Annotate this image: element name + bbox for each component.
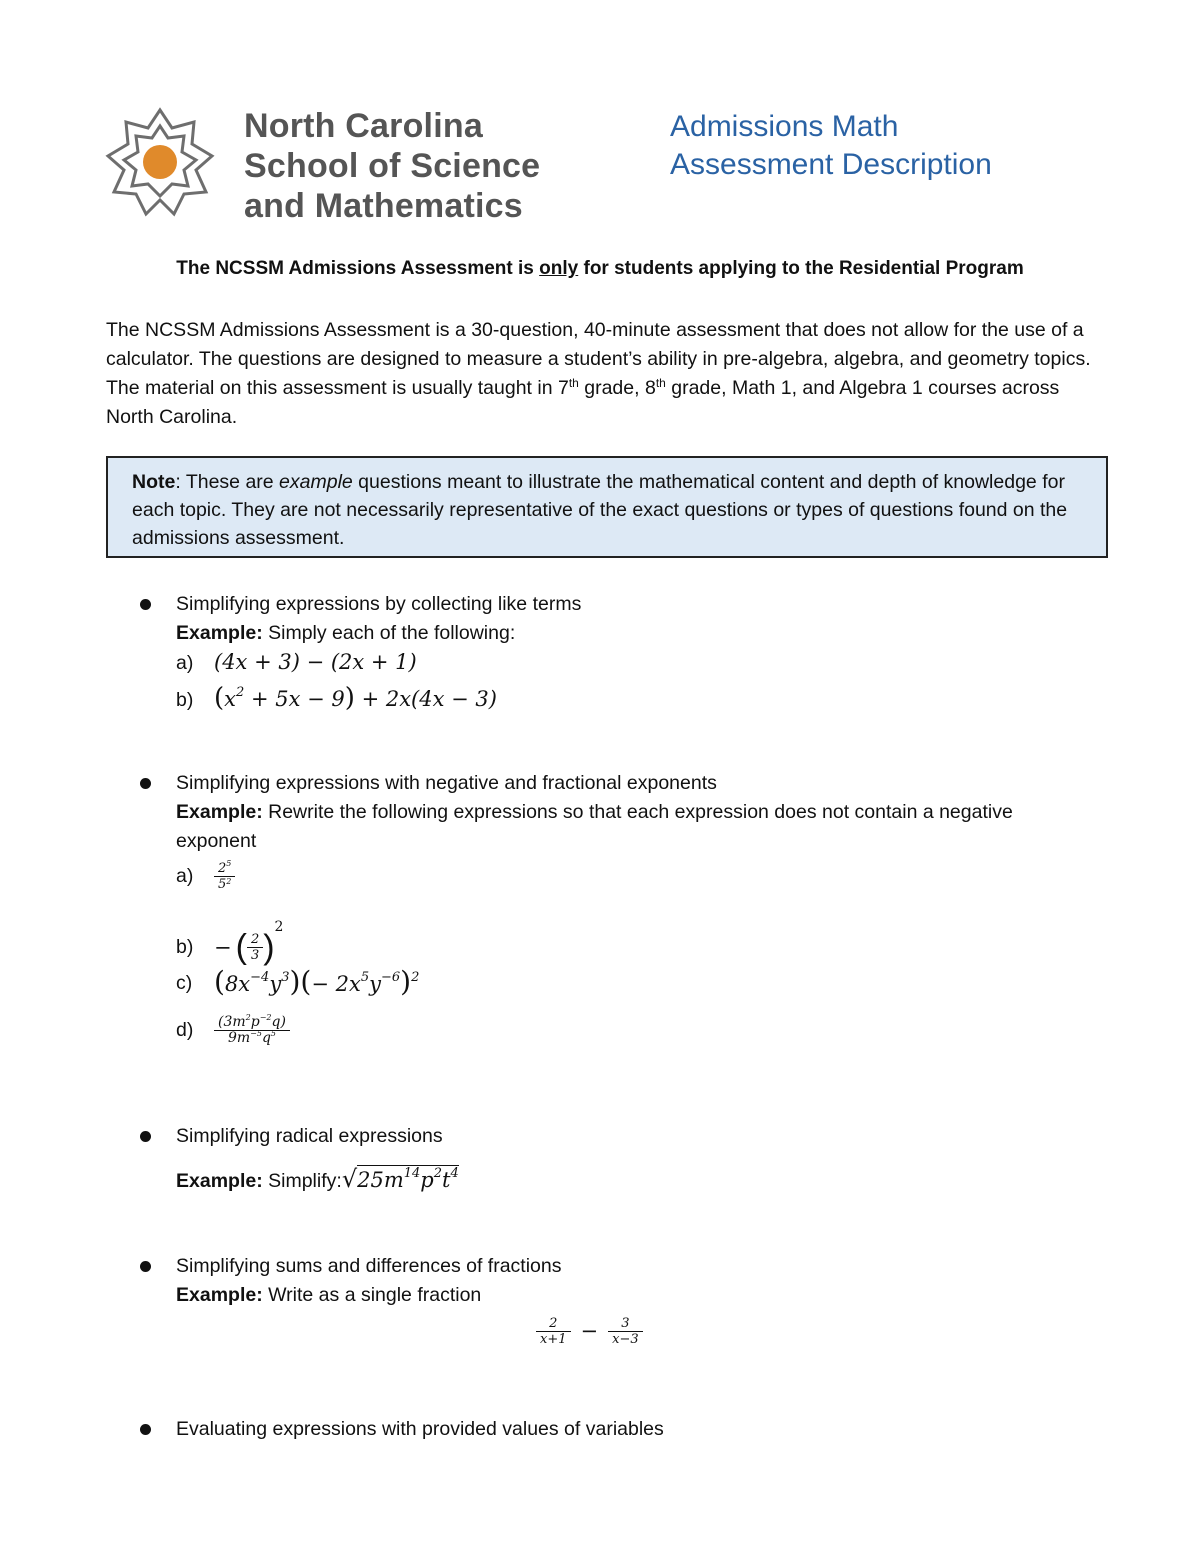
note-label: Note [132,471,176,493]
math-fraction: $\frac{3}{x-3}$ [608,1316,643,1347]
example-item-b: b) $(x^2 + 5x - 9) + 2x(4x - 3)$ [176,683,497,713]
document-title-line1: Admissions Math [670,110,899,143]
math-expression: $(8x^{-4}y^3)(- 2x^5y^{-6})^2$ [214,965,420,998]
school-name-line1: North Carolina [244,107,483,145]
math-expression: $(x^2 + 5x - 9) + 2x(4x - 3)$ [214,683,497,713]
topic-title: Simplifying radical expressions [176,1125,443,1147]
radical-expression: $√25m^{14}p^2t^4$ [341,1165,459,1193]
headline-emphasis: only [539,258,579,279]
example-item-a: a) (4x + 3) − (2x + 1) [176,650,417,674]
topic-title: Simplifying expressions by collecting like terms [176,593,582,615]
example-item-b: b) − ( $\frac{2}{3}$ )$^2$ [176,919,284,967]
bullet-icon [140,1261,151,1272]
bullet-icon [140,1424,151,1435]
math-fraction: $\frac{2}{x+1}$ [536,1316,571,1347]
headline: The NCSSM Admissions Assessment is only for students applying to the Residential Program [176,258,1024,279]
example-line: Example: Simply each of the following: [176,622,516,644]
example-line: Example: Rewrite the following expressions so that each expression does not contain a negative exponent [176,801,1013,852]
example-line: Example: Write as a single fraction [176,1284,482,1306]
intro-paragraph: The NCSSM Admissions Assessment is a 30-question, 40-minute assessment that does not allow for the use of a calculator. The questions are designed to measure a student’s ability in pre-algebra, algebra, and geometry topics. The material on this assessment is usually taught in 7th grade, 8th grade, Math 1, and Algebra 1 courses across North Carolina. [106,319,1091,428]
math-fraction: $\frac{2^5}{5^2}$ [214,861,235,892]
bullet-icon [140,778,151,789]
math-expression: (4x + 3) − (2x + 1) [214,650,417,674]
topic-title: Simplifying expressions with negative and fractional exponents [176,772,717,794]
topic-title: Evaluating expressions with provided values of variables [176,1418,664,1440]
example-item-a: a) $\frac{2^5}{5^2}$ [176,861,235,892]
example-line: Example: $Simplify:√25m^{14}p^2t^4$ [176,1165,459,1193]
school-name [244,106,540,226]
example-item-c: c) $(8x^{-4}y^3)(- 2x^5y^{-6})^2$ [176,965,420,998]
math-fraction: $\frac{(3m^2p^{-2}q)}{9m^{-5}q^5}$ [214,1015,290,1046]
topic-title: Simplifying sums and differences of fractions [176,1255,562,1277]
document-title-line2: Assessment Description [670,148,992,181]
example-item-d: d) $\frac{(3m^2p^{-2}q)}{9m^{-5}q^5}$ [176,1015,290,1046]
school-name-line2: School of Science [244,147,541,185]
bullet-icon [140,1131,151,1142]
note-box: Note: These are example questions meant to illustrate the mathematical content and depth of knowledge for each topic. They are not necessarily representative of the exact questions or types of questions found on the admissions assessment. [106,456,1108,558]
math-fraction: $\frac{2}{3}$ [247,932,263,963]
star-sun-logo-icon [104,104,216,220]
school-name-line3: and Mathematics [244,187,523,225]
document-title [670,108,992,184]
bullet-icon [140,599,151,610]
fraction-expression: $\frac{2}{x+1}$ − $\frac{3}{x-3}$ [536,1316,643,1347]
